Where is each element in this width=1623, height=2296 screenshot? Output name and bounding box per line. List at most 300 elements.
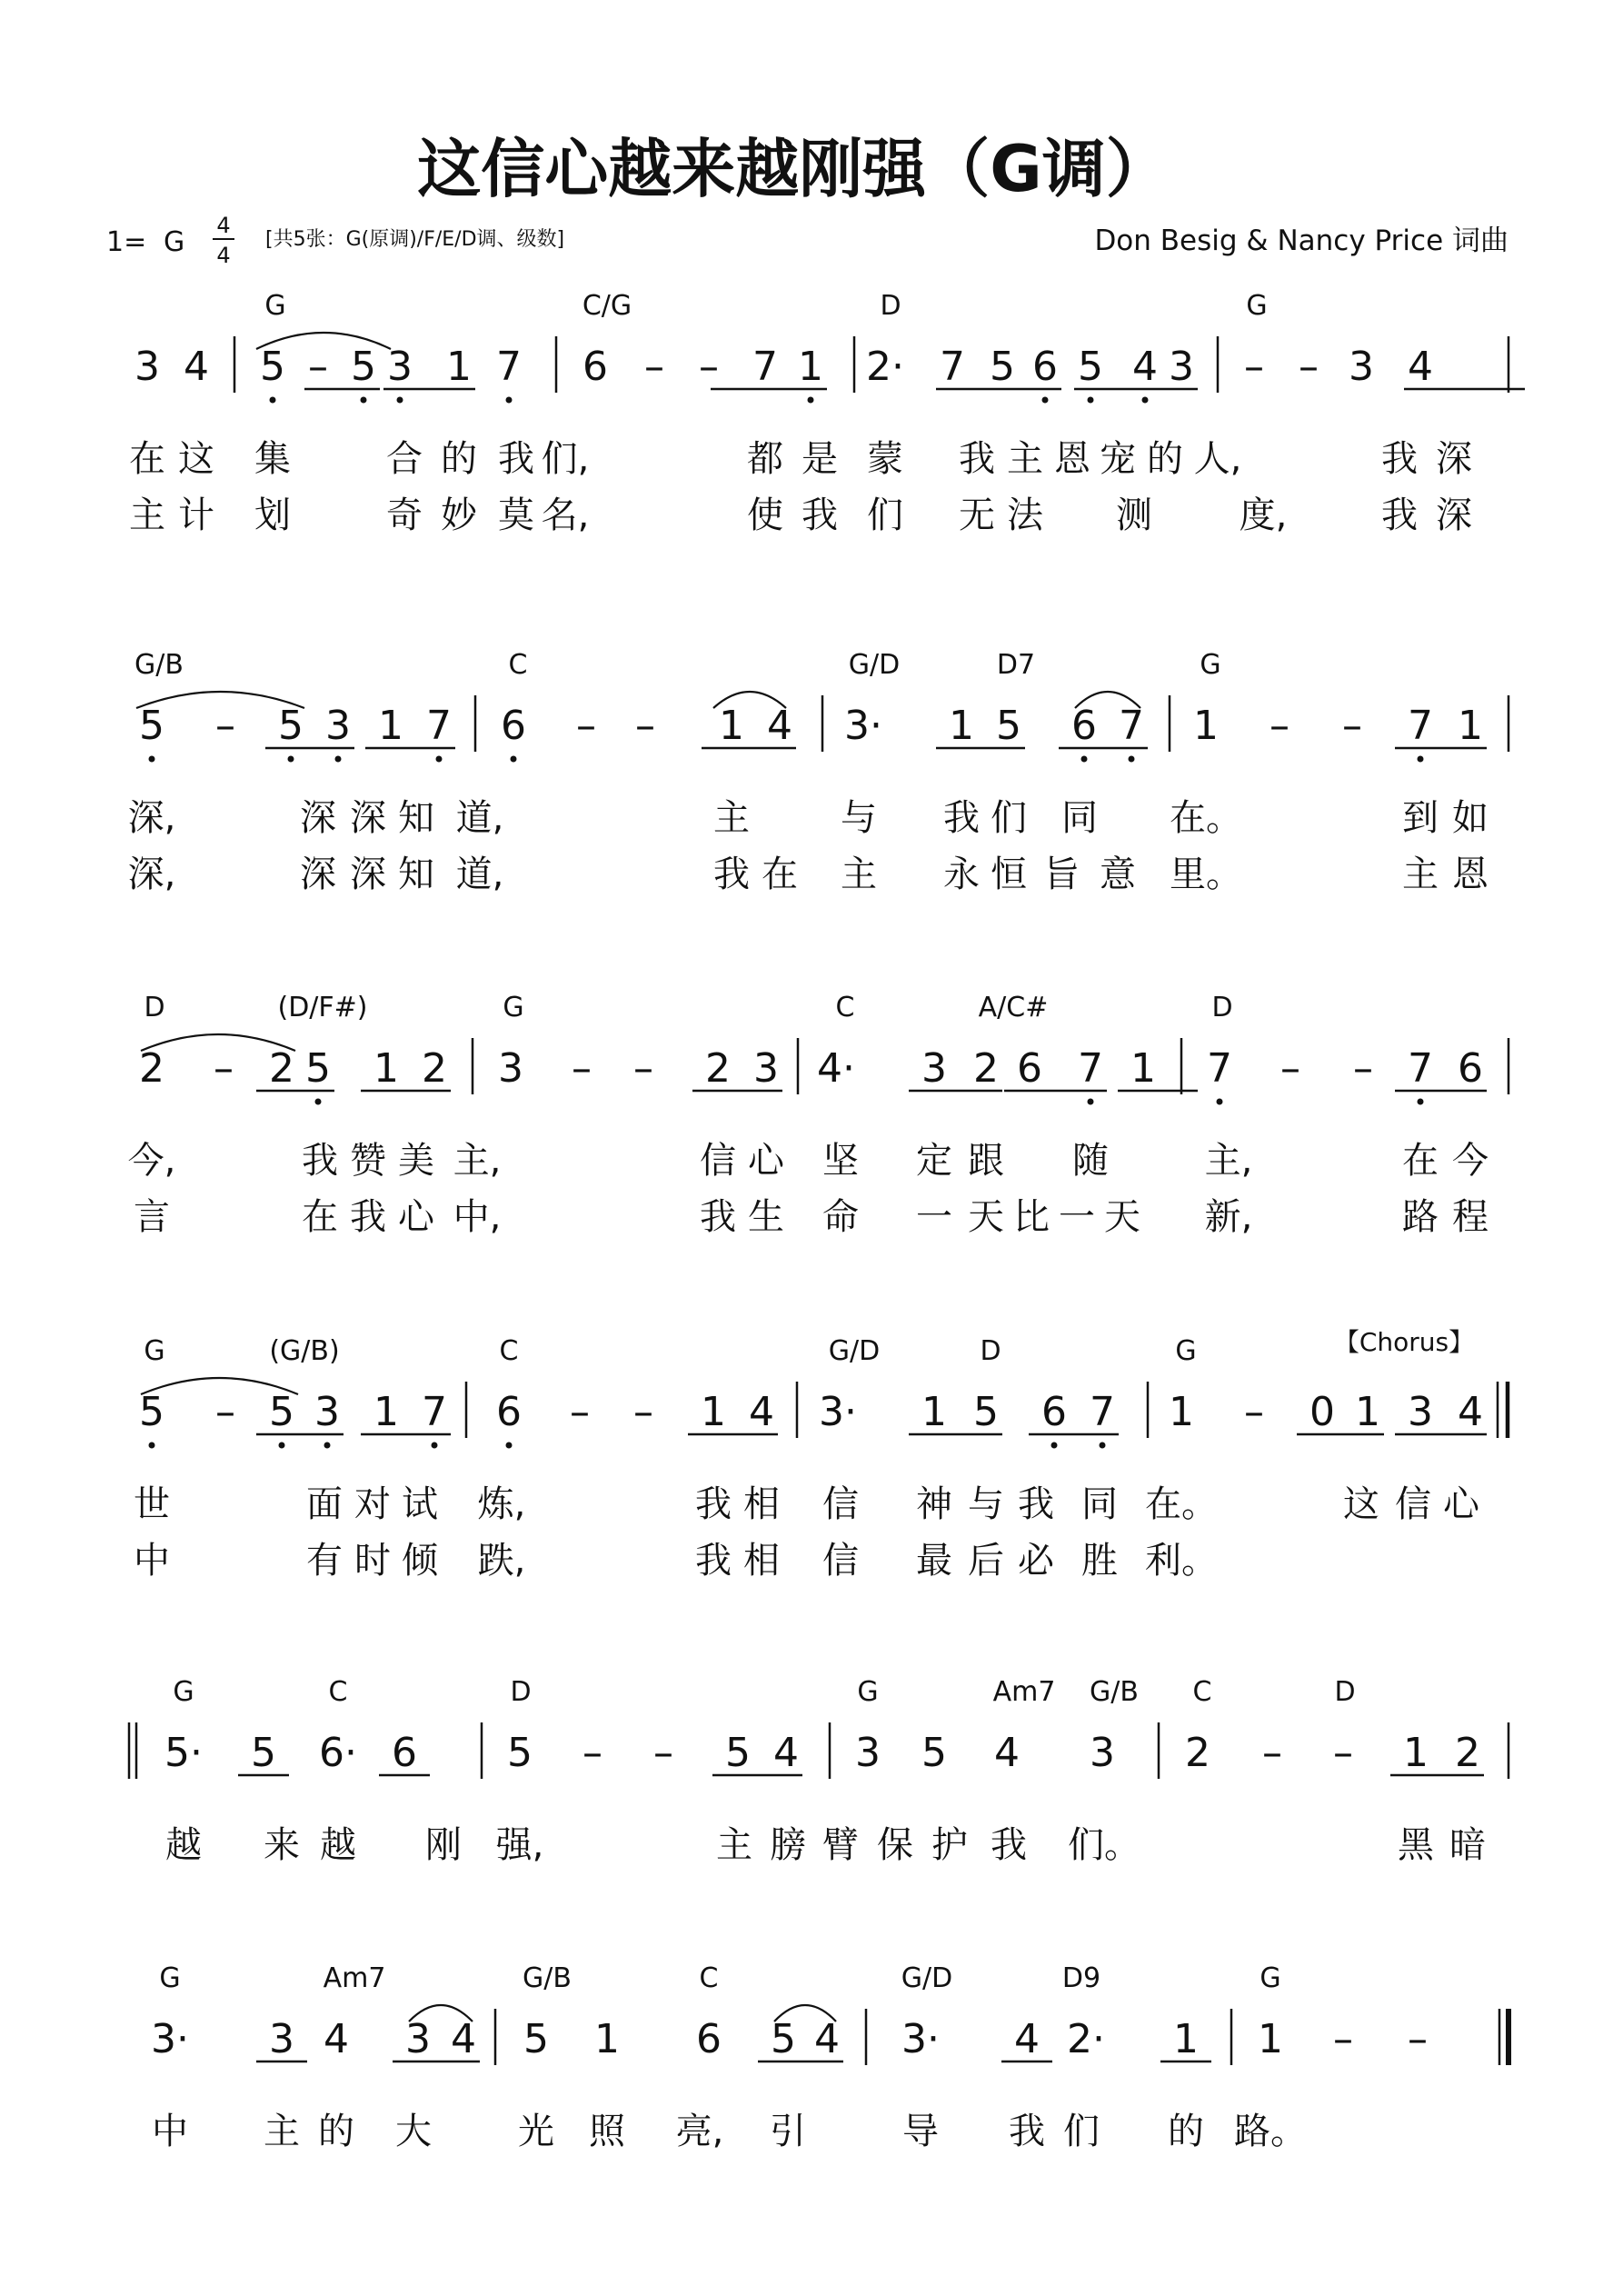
note: 6	[501, 703, 526, 749]
note: 5	[305, 1045, 331, 1092]
note: 4	[749, 1389, 774, 1435]
chord-symbol: G/B	[1090, 1676, 1139, 1708]
lyric-verse-1: 主	[716, 1824, 752, 1866]
note: 7	[1090, 1389, 1115, 1435]
lyric-verse-2: 妙	[441, 494, 477, 536]
note: 7	[752, 344, 778, 390]
lyric-verse-2: 深	[1436, 494, 1472, 536]
lyric-verse-2: 在	[302, 1196, 338, 1238]
lyric-verse-2: 恩	[1452, 854, 1489, 895]
note: –	[582, 1730, 602, 1776]
note: –	[214, 1045, 234, 1092]
octave-dot	[1088, 1099, 1094, 1105]
note: –	[1262, 1730, 1282, 1776]
note: 3	[387, 344, 413, 390]
note: 6	[1071, 703, 1097, 749]
note: 4	[1408, 344, 1433, 390]
lyric-verse-1: 世	[134, 1483, 170, 1525]
note: 2	[422, 1045, 447, 1092]
note: 4	[1132, 344, 1158, 390]
note: 2	[1455, 1730, 1480, 1776]
note: 1	[701, 1389, 726, 1435]
note: 5	[973, 1389, 999, 1435]
note: 2·	[1067, 2016, 1105, 2062]
chord-symbol: Am7	[992, 1676, 1056, 1708]
lyric-verse-2: 心	[398, 1196, 434, 1238]
note: 3	[269, 2016, 294, 2062]
lyric-verse-1: 蒙	[867, 438, 903, 480]
lyric-verse-2: 跌,	[477, 1540, 526, 1582]
note: –	[635, 703, 655, 749]
chord-symbol: D9	[1061, 1962, 1101, 1994]
chord-symbol: C	[1192, 1676, 1212, 1708]
note: 3·	[844, 703, 882, 749]
note: –	[570, 1389, 590, 1435]
lyric-verse-1: 我	[959, 438, 995, 480]
music-system	[134, 1335, 1508, 1582]
lyric-verse-2: 里。	[1170, 854, 1242, 895]
chord-symbol: C	[499, 1335, 519, 1367]
lyric-verse-1: 刚	[425, 1824, 462, 1866]
note: 3	[325, 703, 351, 749]
note: 5	[771, 2016, 796, 2062]
lyric-verse-2: 相	[743, 1540, 780, 1582]
lyric-verse-1: 同	[1081, 1483, 1118, 1525]
lyric-verse-1: 的	[441, 438, 477, 480]
note: 6	[1032, 344, 1058, 390]
octave-dot	[511, 756, 517, 763]
lyric-verse-1: 的	[318, 2111, 354, 2152]
chord-symbol: A/C#	[978, 992, 1049, 1023]
note: 6	[1017, 1045, 1042, 1092]
lyric-verse-2: 名,	[541, 494, 590, 536]
note: 6·	[319, 1730, 357, 1776]
lyric-verse-2: 法	[1007, 494, 1043, 536]
note: 1	[1403, 1730, 1429, 1776]
lyric-verse-1: 与	[841, 797, 877, 839]
lyric-verse-1: 深	[1436, 438, 1472, 480]
chord-symbol: C	[328, 1676, 348, 1708]
lyric-verse-1: 在。	[1145, 1483, 1218, 1525]
lyric-verse-1: 心	[748, 1140, 784, 1182]
lyric-verse-2: 度,	[1239, 494, 1288, 536]
lyric-verse-1: 我	[302, 1140, 338, 1182]
note: –	[699, 344, 719, 390]
note: 4	[767, 703, 792, 749]
lyric-verse-2: 主	[1402, 854, 1439, 895]
chord-symbol: (G/B)	[269, 1335, 340, 1367]
lyric-verse-2: 后	[968, 1540, 1004, 1582]
note: 3	[1349, 344, 1374, 390]
octave-dot	[1142, 397, 1149, 404]
lyric-verse-2: 们	[867, 494, 903, 536]
note: 3	[1408, 1389, 1433, 1435]
note: 2	[269, 1045, 294, 1092]
lyric-verse-2: 测	[1116, 494, 1152, 536]
note: –	[653, 1730, 673, 1776]
chord-symbol: C/G	[582, 290, 632, 322]
lyric-verse-2: 我	[700, 1196, 736, 1238]
lyric-verse-1: 深	[300, 797, 336, 839]
lyric-verse-2: 一	[916, 1196, 952, 1238]
octave-dot	[1100, 1442, 1106, 1449]
lyric-verse-1: 我	[1018, 1483, 1054, 1525]
lyric-verse-2: 主	[129, 494, 165, 536]
lyric-verse-1: 随	[1072, 1140, 1109, 1182]
lyric-verse-1: 到	[1402, 797, 1439, 839]
lyric-verse-1: 主	[264, 2111, 300, 2152]
note: 5·	[164, 1730, 203, 1776]
note: 2	[705, 1045, 731, 1092]
key-note: G	[164, 226, 185, 258]
chord-symbol: C	[699, 1962, 719, 1994]
note: 5	[260, 344, 285, 390]
lyric-verse-1: 们。	[1068, 1824, 1140, 1866]
lyric-verse-2: 我	[350, 1196, 386, 1238]
lyric-verse-1: 相	[743, 1483, 780, 1525]
chord-symbol: G/D	[901, 1962, 953, 1994]
lyric-verse-1: 这	[178, 438, 214, 480]
chord-symbol: G	[1260, 1962, 1281, 1994]
note: 7	[1119, 703, 1144, 749]
note: 2·	[866, 344, 904, 390]
note: 1	[1355, 1389, 1380, 1435]
note: –	[308, 344, 328, 390]
lyric-verse-1: 心	[1443, 1483, 1479, 1525]
octave-dot	[279, 1442, 285, 1449]
lyric-verse-1: 们,	[541, 438, 590, 480]
note: 3	[405, 2016, 431, 2062]
note: 1	[373, 1389, 399, 1435]
chord-symbol: Am7	[323, 1962, 386, 1994]
note: –	[1353, 1045, 1373, 1092]
time-signature-top: 4	[216, 213, 231, 238]
lyric-verse-1: 跟	[968, 1140, 1004, 1182]
octave-dot	[288, 756, 294, 763]
lyric-verse-2: 主	[841, 854, 877, 895]
chord-symbol: D	[1334, 1676, 1356, 1708]
octave-dot	[1217, 1099, 1223, 1105]
octave-dot	[506, 1442, 513, 1449]
lyric-verse-1: 大	[395, 2111, 432, 2152]
note: 1	[1169, 1389, 1194, 1435]
lyric-verse-1: 暗	[1449, 1824, 1486, 1866]
note: 2	[139, 1045, 164, 1092]
lyric-verse-1: 对	[354, 1483, 391, 1525]
note: 3	[134, 344, 160, 390]
lyric-verse-1: 今,	[127, 1140, 176, 1182]
lyric-verse-2: 新,	[1204, 1196, 1253, 1238]
chord-symbol: G	[159, 1962, 181, 1994]
lyric-verse-1: 们	[991, 797, 1027, 839]
note: 4	[451, 2016, 476, 2062]
chord-symbol: G	[503, 992, 524, 1023]
lyric-verse-1: 信	[700, 1140, 736, 1182]
octave-dot	[1418, 1099, 1424, 1105]
octave-dot	[149, 1442, 155, 1449]
chord-symbol: D	[510, 1676, 532, 1708]
octave-dot	[361, 397, 367, 404]
octave-dot	[432, 1442, 438, 1449]
lyric-verse-1: 越	[320, 1824, 356, 1866]
octave-dot	[1129, 756, 1135, 763]
version-note: [共5张：G(原调)/F/E/D调、级数]	[265, 228, 565, 251]
lyric-verse-2: 我	[802, 494, 838, 536]
lyric-verse-1: 面	[306, 1483, 343, 1525]
lyric-verse-1: 我	[498, 438, 534, 480]
note: 7	[496, 344, 522, 390]
octave-dot	[397, 397, 403, 404]
music-system	[129, 290, 1525, 536]
lyric-verse-1: 在。	[1170, 797, 1242, 839]
note: 4	[324, 2016, 349, 2062]
lyric-verse-2: 利。	[1145, 1540, 1218, 1582]
note: 3	[1169, 344, 1194, 390]
lyric-verse-1: 信	[1395, 1483, 1431, 1525]
chord-symbol: G	[264, 290, 286, 322]
note: 7	[426, 703, 452, 749]
lyric-verse-1: 我	[991, 1824, 1027, 1866]
lyric-verse-1: 护	[931, 1824, 968, 1866]
lyric-verse-2: 道,	[455, 854, 504, 895]
music-system	[128, 992, 1508, 1238]
lyric-verse-1: 人,	[1193, 438, 1242, 480]
note: 7	[1207, 1045, 1232, 1092]
chord-symbol: G	[173, 1676, 194, 1708]
note: 5	[251, 1730, 276, 1776]
music-systems	[128, 290, 1525, 2152]
lyric-verse-2: 路	[1402, 1196, 1439, 1238]
lyric-verse-1: 照	[589, 2111, 625, 2152]
octave-dot	[436, 756, 443, 763]
note: 4	[184, 344, 209, 390]
note: 1	[446, 344, 472, 390]
lyric-verse-1: 在	[1402, 1140, 1439, 1182]
lyric-verse-2: 程	[1452, 1196, 1489, 1238]
credits: Don Besig & Nancy Price 词曲	[1094, 225, 1508, 257]
note: 2	[973, 1045, 999, 1092]
note: 5	[523, 2016, 549, 2062]
lyric-verse-1: 赞	[350, 1140, 386, 1182]
note: 7	[422, 1389, 447, 1435]
lyric-verse-1: 我	[1009, 2111, 1045, 2152]
lyric-verse-2: 永	[943, 854, 980, 895]
note: –	[1299, 344, 1319, 390]
lyric-verse-1: 膀	[770, 1824, 806, 1866]
note: 3·	[151, 2016, 189, 2062]
lyric-verse-1: 路。	[1234, 2111, 1307, 2152]
octave-dot	[506, 397, 513, 404]
lyric-verse-2: 有	[306, 1540, 343, 1582]
note: 7	[1408, 703, 1433, 749]
lyric-verse-2: 深	[300, 854, 336, 895]
lyric-verse-1: 的	[1147, 438, 1183, 480]
note: 5	[996, 703, 1021, 749]
note: –	[1333, 2016, 1353, 2062]
octave-dot	[808, 397, 814, 404]
note: 5	[725, 1730, 751, 1776]
lyric-verse-1: 试	[402, 1483, 438, 1525]
music-system	[128, 649, 1508, 895]
note: 7	[1408, 1045, 1433, 1092]
lyric-verse-1: 宠	[1100, 438, 1136, 480]
note: 1	[1193, 703, 1219, 749]
note: –	[1244, 344, 1264, 390]
chord-symbol: G/D	[828, 1335, 881, 1367]
lyric-verse-2: 命	[822, 1196, 859, 1238]
lyric-verse-2: 胜	[1081, 1540, 1118, 1582]
lyric-verse-2: 深	[350, 854, 386, 895]
lyric-verse-1: 集	[254, 438, 291, 480]
note: 1	[594, 2016, 620, 2062]
note: –	[633, 1389, 653, 1435]
lyric-verse-2: 计	[178, 494, 214, 536]
note: 5	[278, 703, 304, 749]
chord-symbol: G/B	[523, 1962, 572, 1994]
lyric-verse-1: 的	[1168, 2111, 1204, 2152]
note: –	[576, 703, 596, 749]
lyric-verse-2: 中	[134, 1540, 170, 1582]
lyric-verse-2: 莫	[498, 494, 534, 536]
lyric-verse-2: 天	[1104, 1196, 1140, 1238]
note: 4	[1458, 1389, 1483, 1435]
lyric-verse-2: 使	[747, 494, 783, 536]
chord-symbol: C	[835, 992, 855, 1023]
note: 5	[351, 344, 376, 390]
chord-symbol: D	[980, 1335, 1001, 1367]
note: –	[1333, 1730, 1353, 1776]
note: 6	[496, 1389, 522, 1435]
lyric-verse-2: 无	[959, 494, 995, 536]
octave-dot	[270, 397, 276, 404]
note: 3·	[819, 1389, 857, 1435]
octave-dot	[149, 756, 155, 763]
lyric-verse-2: 中,	[453, 1196, 502, 1238]
lyric-verse-1: 引	[770, 2111, 806, 2152]
note: 4·	[817, 1045, 855, 1092]
note: –	[1280, 1045, 1300, 1092]
note: 4	[1014, 2016, 1040, 2062]
lyric-verse-1: 深	[350, 797, 386, 839]
note: 3	[855, 1730, 881, 1776]
lyric-verse-1: 如	[1452, 797, 1489, 839]
lyric-verse-1: 们	[1063, 2111, 1100, 2152]
note: 3	[314, 1389, 340, 1435]
lyric-verse-1: 美	[398, 1140, 434, 1182]
note: 5	[507, 1730, 533, 1776]
chord-symbol: D	[144, 992, 165, 1023]
lyric-verse-1: 臂	[822, 1824, 859, 1866]
lyric-verse-1: 主	[1007, 438, 1043, 480]
note: 5	[1078, 344, 1103, 390]
chord-symbol: G	[1200, 649, 1221, 681]
note: 1	[949, 703, 974, 749]
note: 5	[269, 1389, 294, 1435]
lyric-verse-1: 来	[264, 1824, 300, 1866]
note: 3	[498, 1045, 523, 1092]
note: 4	[773, 1730, 799, 1776]
lyric-verse-1: 今	[1452, 1140, 1489, 1182]
lyric-verse-1: 知	[398, 797, 434, 839]
note: 2	[1185, 1730, 1210, 1776]
note: 3	[1090, 1730, 1115, 1776]
chord-symbol: G/D	[848, 649, 901, 681]
note: 1	[798, 344, 823, 390]
time-signature-bottom: 4	[216, 243, 231, 268]
note: 1	[1258, 2016, 1283, 2062]
lyric-verse-1: 我	[695, 1483, 732, 1525]
lyric-verse-2: 奇	[386, 494, 423, 536]
lyric-verse-2: 我	[1381, 494, 1418, 536]
note: 0	[1309, 1389, 1335, 1435]
note: –	[572, 1045, 592, 1092]
lyric-verse-1: 光	[518, 2111, 554, 2152]
note: –	[1342, 703, 1362, 749]
lyric-verse-1: 中	[152, 2111, 188, 2152]
lyric-verse-1: 是	[802, 438, 838, 480]
chord-symbol: G	[144, 1335, 165, 1367]
lyric-verse-2: 时	[354, 1540, 391, 1582]
lyric-verse-1: 道,	[455, 797, 504, 839]
note: –	[1244, 1389, 1264, 1435]
lyric-verse-2: 深,	[127, 854, 176, 895]
lyric-verse-1: 亮,	[675, 2111, 724, 2152]
chord-symbol: D	[1211, 992, 1233, 1023]
lyric-verse-1: 导	[902, 2111, 939, 2152]
octave-dot	[1088, 397, 1094, 404]
chord-symbol: D7	[996, 649, 1036, 681]
note: 4	[814, 2016, 840, 2062]
note: 5	[990, 344, 1015, 390]
chorus-label: 【Chorus】	[1333, 1327, 1475, 1357]
key-label: 1=	[106, 226, 147, 258]
note: –	[644, 344, 664, 390]
lyric-verse-1: 定	[916, 1140, 952, 1182]
note: –	[1270, 703, 1289, 749]
lyric-verse-2: 一	[1059, 1196, 1095, 1238]
lyric-verse-1: 与	[968, 1483, 1004, 1525]
note: 5	[139, 1389, 164, 1435]
octave-dot	[1051, 1442, 1058, 1449]
music-system	[129, 1676, 1508, 1866]
chord-symbol: C	[508, 649, 528, 681]
chord-symbol: D	[880, 290, 901, 322]
lyric-verse-1: 恩	[1054, 438, 1090, 480]
note: 3	[921, 1045, 947, 1092]
note: –	[633, 1045, 653, 1092]
lyric-verse-2: 倾	[402, 1540, 438, 1582]
chord-symbol: G	[857, 1676, 879, 1708]
lyric-verse-1: 都	[747, 438, 783, 480]
note: 1	[1173, 2016, 1199, 2062]
note: 6	[1041, 1389, 1067, 1435]
note: 1	[378, 703, 403, 749]
lyric-verse-1: 主	[713, 797, 750, 839]
lyric-verse-1: 越	[165, 1824, 202, 1866]
lyric-verse-2: 划	[254, 494, 291, 536]
chord-symbol: G	[1246, 290, 1268, 322]
lyric-verse-2: 我	[713, 854, 750, 895]
song-title: 这信心越来越刚强（G调）	[417, 132, 1170, 206]
lyric-verse-1: 我	[1381, 438, 1418, 480]
note: 1	[373, 1045, 399, 1092]
note: 6	[392, 1730, 417, 1776]
lyric-verse-2: 必	[1018, 1540, 1054, 1582]
lyric-verse-1: 同	[1061, 797, 1098, 839]
note: 1	[719, 703, 744, 749]
lyric-verse-2: 知	[398, 854, 434, 895]
note: –	[215, 703, 235, 749]
